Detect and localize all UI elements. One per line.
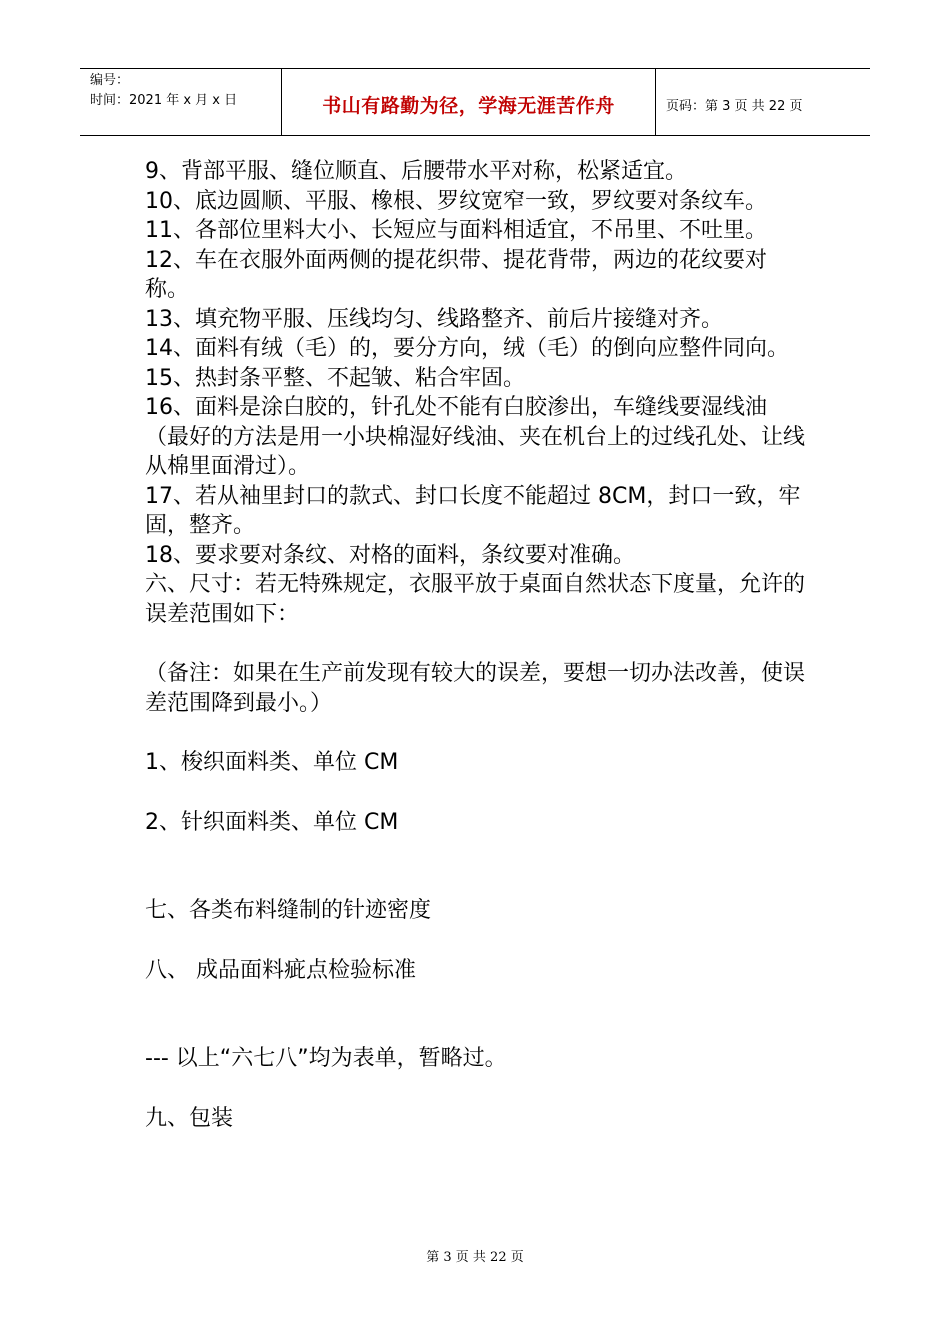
time-label: 时间：2021 年 x 月 x 日: [90, 93, 238, 108]
item-15: 15、热封条平整、不起皱、粘合牢固。: [145, 365, 525, 391]
item-14: 14、面料有绒（毛）的，要分方向，绒（毛）的倒向应整件同向。: [145, 336, 789, 361]
spacer: [145, 718, 805, 748]
item-10: 10、底边圆顺、平服、橡根、罗纹宽窄一致，罗纹要对条纹车。: [145, 188, 767, 214]
spacer: [145, 926, 805, 956]
page-footer: 第 3 页 共 22 页: [426, 1250, 524, 1265]
section-7-stitch-density: 七、各类布料缝制的针迹密度: [145, 898, 432, 923]
header-motto-cell: [282, 69, 656, 135]
spacer: [145, 629, 805, 659]
size-knit-item: 2、针织面料类、单位 CM: [145, 809, 399, 835]
skipped-note: --- 以上“六七八”均为表单，暂略过。: [145, 1046, 507, 1071]
number-label: 编号：: [90, 73, 130, 88]
spacer: [145, 1074, 805, 1104]
section-9-packaging: 九、包装: [145, 1105, 234, 1131]
item-16: 16、面料是涂白胶的，针孔处不能有白胶渗出，车缝线要湿线油（最好的方法是用一小块棉湿好线油、夹在机台上的过线孔处、让线从棉里面滑过）。: [145, 395, 806, 479]
item-12: 12、车在衣服外面两侧的提花织带、提花背带，两边的花纹要对称。: [145, 247, 767, 302]
item-11: 11、各部位里料大小、长短应与面料相适宜，不吊里、不吐里。: [145, 218, 767, 243]
spacer: [145, 778, 805, 808]
spacer: [145, 837, 805, 896]
item-13: 13、填充物平服、压线均匀、线路整齐、前后片接缝对齐。: [145, 306, 723, 332]
item-9: 9、背部平服、缝位顺直、后腰带水平对称，松紧适宜。: [145, 159, 687, 184]
spacer: [145, 985, 805, 1044]
section-6-size: 六、尺寸：若无特殊规定，衣服平放于桌面自然状态下度量，允许的误差范围如下：: [145, 572, 806, 627]
header-page-cell: [656, 69, 870, 135]
section-8-defect-standard: 八、 成品面料疵点检验标准: [145, 957, 416, 983]
size-note: （备注：如果在生产前发现有较大的误差，要想一切办法改善，使误差范围降到最小。）: [145, 661, 806, 716]
header-page-code: 页码：第 3 页 共 22 页: [666, 98, 803, 114]
document-header: [80, 68, 870, 136]
size-woven-item: 1、梭织面料类、单位 CM: [145, 750, 399, 775]
item-17: 17、若从袖里封口的款式、封口长度不能超过 8CM，封口一致，牢固，整齐。: [145, 483, 801, 538]
header-motto: 书山有路勤为径，学海无涯苦作舟: [322, 94, 615, 117]
document-body: [145, 157, 805, 1133]
item-18: 18、要求要对条纹、对格的面料，条纹要对准确。: [145, 542, 635, 568]
header-meta: [80, 69, 282, 135]
